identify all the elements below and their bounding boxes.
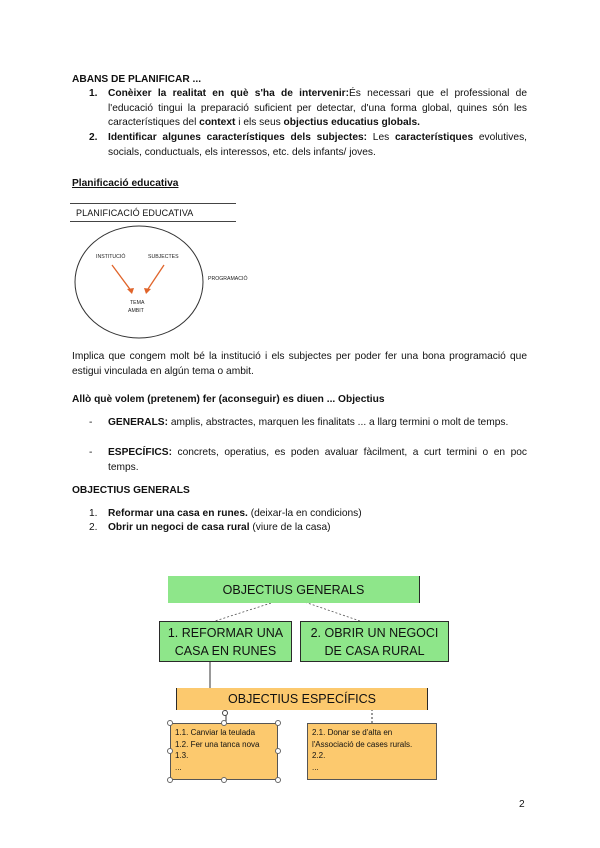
bullet-especifics: - ESPECÍFICS: concrets, operatius, es poden avaluar fàcilment, a curt termini o en poc temps. [89, 447, 527, 473]
selection-handle[interactable] [275, 777, 281, 783]
diagram-label-subjectes: SUBJECTES [148, 254, 179, 260]
rotate-handle[interactable] [222, 710, 228, 716]
selection-handle[interactable] [167, 777, 173, 783]
selection-handle[interactable] [221, 720, 227, 726]
diagram-top-line [70, 203, 236, 204]
goal-item-1: 1. Reformar una casa en runes. (deixar-la en condicions) [89, 507, 362, 522]
list-number: 1. [89, 88, 98, 99]
heading-abans-de-planificar: ABANS DE PLANIFICAR ... [72, 74, 202, 85]
chart-goal-2: 2. OBRIR UN NEGOCI DE CASA RURAL [300, 621, 449, 662]
leaf-line: 2.2. [312, 751, 326, 760]
chart-top-box: OBJECTIUS GENERALS [168, 576, 420, 603]
selection-handle[interactable] [167, 748, 173, 754]
leaf-line: ... [175, 762, 182, 772]
planning-diagram [68, 200, 298, 340]
diagram-label-tema: TEMA [130, 300, 145, 306]
diagram-ellipse [75, 226, 203, 338]
list-item-2 [89, 131, 527, 160]
arrow-left [112, 265, 132, 292]
bullet-dash: - [89, 447, 93, 458]
arrow-left-head [127, 288, 134, 294]
chart-leaf-1 [170, 723, 278, 780]
list-number: 2. [89, 132, 98, 143]
goal-item-2: 2. Obrir un negoci de casa rural (viure de la casa) [89, 521, 331, 536]
selection-handle[interactable] [221, 777, 227, 783]
heading-planificacio-educativa: Planificació educativa [72, 178, 179, 189]
leaf-line: 1.3. [175, 751, 189, 760]
list-number: 2. [89, 522, 98, 533]
selection-handle[interactable] [167, 720, 173, 726]
chart-specific-box: OBJECTIUS ESPECÍFICS [176, 688, 428, 710]
chart-goal-1: 1. REFORMAR UNA CASA EN RUNES [159, 621, 292, 662]
page-number: 2 [519, 799, 525, 810]
leaf-line: ... [312, 762, 319, 772]
arrow-right-head [144, 288, 151, 294]
diagram-label-ambit: AMBIT [128, 308, 144, 314]
planning-paragraph: Implica que congem molt bé la institució i els subjectes per poder fer una bona programació que estigui vinculada en algún tema o ambit. [72, 351, 527, 377]
list-item-1 [89, 87, 527, 131]
list-item-text: Conèixer la realitat en què s'ha de intervenir:És necessari que el professional de l'educació tingui la preparació suficient per detectar, d'una forma global, quines són les característiques del context i els seus objectius educatius globals. [108, 88, 527, 128]
selection-handle[interactable] [275, 748, 281, 754]
list-number: 1. [89, 508, 98, 519]
leaf-line: 1.1. Canviar la teulada [175, 728, 256, 737]
diagram-ellipse-svg [68, 222, 298, 340]
leaf-line: 1.2. Fer una tanca nova [175, 739, 260, 749]
diagram-label-programacio: PROGRAMACIÓ [208, 276, 248, 282]
bullet-dash: - [89, 417, 93, 428]
chart-leaf-2 [307, 723, 437, 780]
bullet-generals: - GENERALS: amplis, abstractes, marquen les finalitats ... a llarg termini o molt de temps. [89, 416, 527, 431]
list-item-text: Identificar algunes característiques dels subjectes: Les característiques evolutives, socials, conductuals, els interessos, etc. dels infants/ joves. [108, 132, 527, 158]
diagram-title: PLANIFICACIÓ EDUCATIVA [76, 208, 194, 218]
heading-objectius: Allò què volem (pretenem) fer (aconseguir) es diuen ... Objectius [72, 394, 385, 405]
diagram-label-institucio: INSTITUCIÓ [96, 254, 126, 260]
heading-objectius-generals: OBJECTIUS GENERALS [72, 485, 190, 496]
selection-handle[interactable] [275, 720, 281, 726]
arrow-right [146, 265, 164, 292]
leaf-line: 2.1. Donar se d'alta en l'Associació de cases rurals. [312, 728, 413, 749]
